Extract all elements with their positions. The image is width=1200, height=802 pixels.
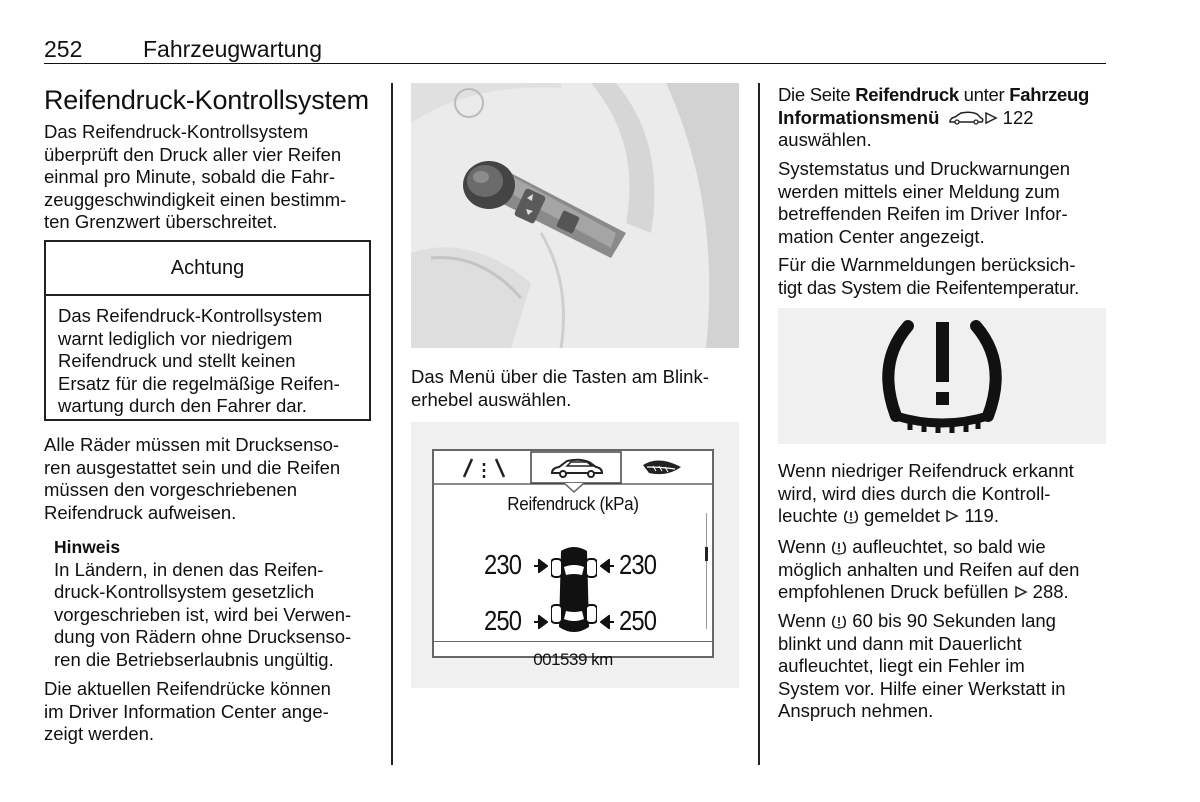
text-line: aufleuchtet, liegt ein Fehler im — [778, 655, 1025, 676]
text-line: müssen den vorgeschriebenen — [44, 479, 297, 500]
note-block — [54, 536, 384, 671]
eco-leaf-icon — [639, 457, 687, 479]
temperature-paragraph — [778, 254, 1113, 299]
text-line: Wenn niedriger Reifendruck erkannt — [778, 460, 1074, 481]
status-paragraph — [778, 158, 1108, 248]
arrow-left-icon — [600, 559, 616, 573]
column-divider — [758, 83, 760, 765]
text-line — [778, 610, 1113, 633]
text-line: Das Reifendruck-Kontrollsystem — [58, 305, 323, 326]
tpms-warning-symbol-figure — [778, 308, 1106, 444]
text-line: tigt das System die Reifentemperatur. — [778, 276, 1080, 298]
text-line: Reifendruck aufweisen. — [44, 501, 237, 523]
display-scrollbar-thumb — [705, 547, 708, 561]
text-line: warnt lediglich vor niedrigem — [58, 327, 293, 349]
text-fragment: Wenn — [778, 536, 826, 557]
text-line: überprüft den Druck aller vier Reifen — [44, 143, 342, 165]
tpms-icon — [831, 540, 847, 555]
note-title: Hinweis — [54, 537, 121, 557]
photo-caption — [411, 366, 751, 411]
arrow-right-icon — [532, 559, 548, 573]
tire-pressure-warning-icon — [778, 308, 1106, 444]
dic-paragraph — [44, 678, 384, 746]
text-line: ten Grenzwert überschreitet. — [44, 211, 278, 232]
text-line — [778, 84, 1108, 107]
odometer-readout: 001539 km — [533, 650, 613, 669]
text-line: möglich anhalten und Reifen auf den — [778, 558, 1080, 580]
tire-pressure-rear-right: 250 — [619, 605, 657, 636]
text-line: wartung durch den Fahrer dar. — [58, 395, 307, 416]
tab-pointer — [564, 483, 584, 493]
section-title: Fahrzeugwartung — [143, 36, 322, 62]
text-line: dung von Rädern ohne Drucksenso- — [54, 626, 352, 647]
text-line — [778, 536, 1113, 559]
text-line: blinkt und dann mit Dauerlicht — [778, 632, 1022, 654]
arrow-right-icon — [532, 615, 548, 629]
reference-arrow-icon — [984, 111, 998, 125]
fault-paragraph — [778, 610, 1113, 723]
text-line: Anspruch nehmen. — [778, 700, 934, 721]
text-fragment: 60 bis 90 Sekunden lang — [852, 610, 1056, 631]
text-fragment: leuchte — [778, 505, 838, 526]
text-fragment: Wenn — [778, 610, 826, 631]
text-line: vorgeschrieben ist, wird bei Verwen- — [54, 603, 352, 625]
tire-pressure-front-right: 230 — [619, 549, 657, 580]
page-reference: 119. — [964, 505, 999, 526]
reference-arrow-icon — [945, 509, 959, 523]
text-fragment: empfohlenen Druck befüllen — [778, 581, 1009, 602]
page-reference: 288. — [1032, 581, 1069, 602]
text-line: werden mittels einer Meldung zum — [778, 180, 1060, 202]
lever-illustration — [411, 83, 739, 348]
header-rule — [44, 63, 1106, 64]
text-line: zeigt werden. — [44, 723, 155, 744]
sensor-paragraph — [44, 434, 384, 524]
text-line: Das Menü über die Tasten am Blink- — [411, 366, 709, 387]
driver-information-center-display — [411, 422, 739, 688]
bold-term: Informationsmenü — [778, 106, 940, 128]
text-line: druck-Kontrollsystem gesetzlich — [54, 581, 315, 602]
display-divider — [434, 641, 712, 642]
turn-signal-lever-photo — [411, 83, 739, 348]
warning-box — [44, 240, 371, 421]
bold-term: Fahrzeug — [1009, 84, 1090, 105]
text-line: im Driver Information Center ange- — [44, 700, 329, 722]
text-fragment: aufleuchtet, so bald wie — [852, 536, 1046, 557]
reference-arrow-icon — [1014, 585, 1028, 599]
arrow-left-icon — [600, 615, 616, 629]
text-line: betreffenden Reifen im Driver Infor- — [778, 203, 1068, 224]
warning-title: Achtung — [46, 242, 369, 296]
text-line: ren ausgestattet sein und die Reifen — [44, 456, 341, 478]
intro-paragraph — [44, 121, 384, 234]
inflate-paragraph — [778, 536, 1113, 604]
text-line: mation Center angezeigt. — [778, 225, 985, 247]
tpms-icon — [831, 614, 847, 629]
tire-pressure-rear-left: 250 — [484, 605, 522, 636]
tpms-icon — [843, 509, 859, 524]
page-number: 252 — [44, 36, 83, 62]
car-icon — [549, 457, 605, 479]
text-line: Das Reifendruck-Kontrollsystem — [44, 121, 309, 142]
text-line — [778, 107, 1108, 130]
text-line: Die aktuellen Reifendrücke können — [44, 678, 331, 699]
text-line — [778, 505, 1113, 528]
text-fragment: unter — [958, 84, 1010, 105]
text-line: ren die Betriebserlaubnis ungültig. — [54, 648, 334, 670]
display-screen — [432, 449, 714, 669]
page-title: Reifendruck-Kontrollsystem — [44, 85, 369, 115]
text-line: auswählen. — [778, 129, 872, 150]
text-line — [778, 581, 1113, 604]
car-icon — [948, 111, 984, 125]
road-icon — [460, 457, 508, 479]
car-top-view-icon — [551, 545, 597, 637]
bold-term: Reifendruck — [855, 84, 959, 105]
page-reference: 122 — [1002, 106, 1034, 128]
text-line: System vor. Hilfe einer Werkstatt in — [778, 677, 1066, 699]
text-fragment: Die Seite — [778, 84, 856, 105]
text-line: In Ländern, in denen das Reifen- — [54, 558, 324, 580]
display-scrollbar — [706, 513, 707, 629]
text-fragment: gemeldet — [863, 505, 941, 526]
text-line: wird, wird dies durch die Kontroll- — [778, 482, 1051, 504]
text-line: Alle Räder müssen mit Drucksenso- — [44, 434, 340, 455]
text-line: Systemstatus und Druckwarnungen — [778, 158, 1071, 179]
text-line: einmal pro Minute, sobald die Fahr- — [44, 166, 336, 187]
text-line: zeuggeschwindigkeit einen bestimm- — [44, 188, 347, 210]
text-line: Reifendruck und stellt keinen — [58, 350, 296, 371]
column-divider — [391, 83, 393, 765]
text-line: Für die Warnmeldungen berücksich- — [778, 254, 1076, 275]
text-line: Ersatz für die regelmäßige Reifen- — [58, 372, 340, 394]
menu-paragraph — [778, 84, 1108, 152]
tire-pressure-front-left: 230 — [484, 549, 522, 580]
detection-paragraph — [778, 460, 1113, 528]
display-heading: Reifendruck (kPa) — [507, 493, 639, 514]
text-line: erhebel auswählen. — [411, 388, 572, 410]
